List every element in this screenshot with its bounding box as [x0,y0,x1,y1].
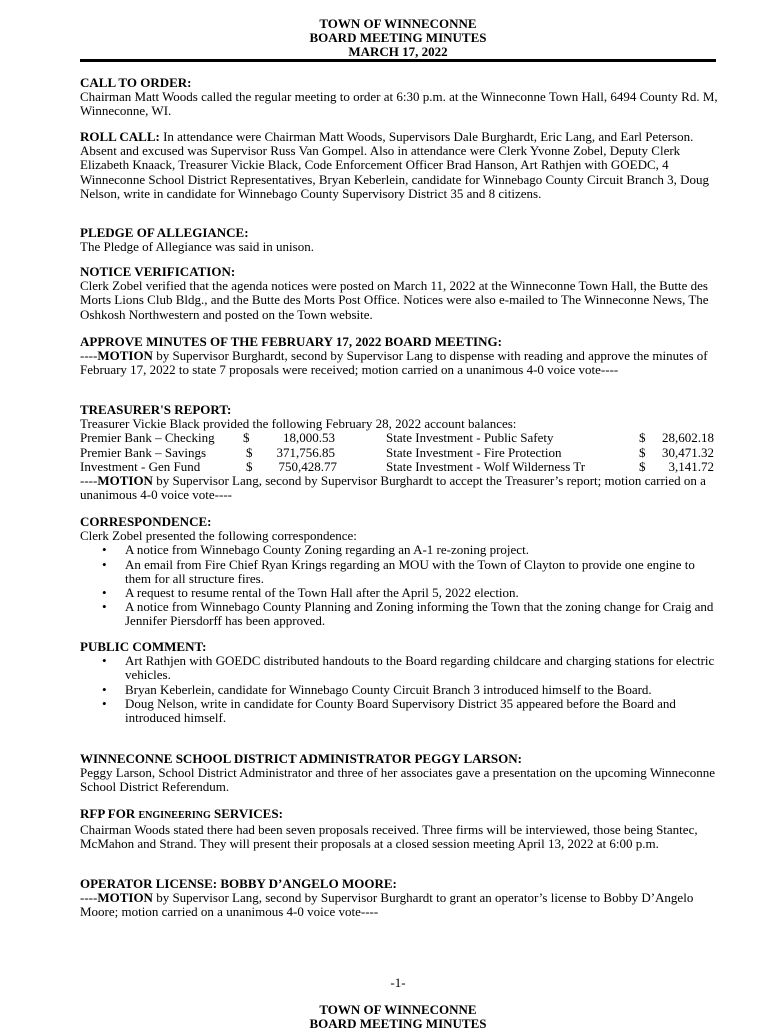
section-correspondence [80,515,720,629]
bullet-icon: • [102,556,107,572]
bullet-icon: • [102,599,107,615]
list-item [80,683,720,697]
section-public-comment [80,640,720,725]
section-pledge [80,226,720,254]
list-item [80,586,720,600]
page-number: -1- [390,975,406,990]
account-amount: 371,756.85 [276,444,335,460]
account-amount: 18,000.53 [283,430,335,446]
text-school-district: Peggy Larson, School District Administrator and three of her associates gave a presentation on the upcoming Winneconne School District Referendum. [80,765,715,795]
account-label-2: State Investment - Fire Protection [386,444,562,460]
section-approve-minutes [80,335,720,378]
list-item-text: An email from Fire Chief Ryan Krings regarding an MOU with the Town of Clayton to provide one engine to them for all structure fires. [125,556,695,586]
text-pledge: The Pledge of Allegiance was said in unison. [80,239,314,255]
motion-label: MOTION [97,890,153,906]
motion-treasurer [80,474,720,502]
account-label: Investment - Gen Fund [80,458,201,474]
bullet-icon: • [102,542,107,558]
header-rule [80,59,716,62]
list-item [80,600,720,628]
motion-text: by Supervisor Lang, second by Supervisor Burghardt to grant an operator’s license to Bobby D’Angelo Moore; motion carried on a unanimous 4-0 voice vote---- [80,890,694,920]
section-rfp [80,807,720,852]
list-item-text: Doug Nelson, write in candidate for County Board Supervisory District 35 appeared before the Board and introduced himself. [125,695,676,726]
list-item-text: Art Rathjen with GOEDC distributed handouts to the Board regarding childcare and charging stations for electric vehicles. [125,653,715,683]
section-notice-verification [80,265,720,322]
footer-title-town: TOWN OF WINNECONNE [319,1002,477,1017]
motion-label: MOTION [97,472,153,488]
section-operator-license [80,877,720,920]
heading-roll-call: ROLL CALL: [80,129,160,144]
heading-rfp-b: ENGINEERING [138,810,211,821]
heading-school-district: WINNECONNE SCHOOL DISTRICT ADMINISTRATOR PEGGY LARSON: [80,751,522,766]
motion-prefix: ---- [80,348,98,364]
section-roll-call [80,130,720,201]
text-notice-verification: Clerk Zobel verified that the agenda notices were posted on March 11, 2022 at the Winneconne Town Hall, the Butte des Morts Lions Club Bldg., and the Butte des Morts Post Office. Notices were also e-mailed to The Winneconne News, The Oshkosh Northwestern and posted on the Town website. [80,278,709,322]
account-amount-2: 28,602.18 [662,430,714,446]
heading-operator-license: OPERATOR LICENSE: BOBBY D’ANGELO MOORE: [80,876,397,891]
currency-symbol: $ [246,444,253,460]
heading-notice-verification: NOTICE VERIFICATION: [80,264,236,279]
text-roll-call: In attendance were Chairman Matt Woods, Supervisors Dale Burghardt, Eric Lang, and Earl Peterson. Absent and excused was Supervisor Russ Van Gompel. Also in attendance were Clerk Yvonne Zobel, Deputy Clerk Elizabeth Knaack, Treasurer Vickie Black, Code Enforcement Officer Brad Hanson, Art Rathjen with GOEDC, 4 Winneconne School District Representatives, Bryan Keberlein, candidate for Winnebago County Circuit Branch 3, Doug Nelson, write in candidate for Winnebago County Supervisory District 35 and 8 citizens. [80,129,710,201]
bullet-icon: • [102,585,107,601]
section-call-to-order [80,76,720,119]
motion-text: by Supervisor Lang, second by Supervisor Burghardt to accept the Treasurer’s report; motion carried on a unanimous 4-0 voice vote---- [80,472,706,503]
account-label: Premier Bank – Savings [80,444,207,460]
list-item [80,558,720,586]
account-amount: 750,428.77 [278,458,337,474]
account-label-2: State Investment - Wolf Wilderness Tr [386,459,586,474]
title-minutes: BOARD MEETING MINUTES [309,30,487,45]
list-item [80,697,720,725]
section-treasurer-report [80,403,720,502]
currency-symbol: $ [246,458,253,474]
list-item [80,654,720,682]
motion-prefix: ---- [80,472,98,488]
paragraph-roll-call [80,130,720,201]
list-item-text: A notice from Winnebago County Zoning regarding an A-1 re-zoning project. [125,542,529,558]
heading-public-comment: PUBLIC COMMENT: [80,639,207,654]
heading-approve-minutes: APPROVE MINUTES OF THE FEBRUARY 17, 2022 BOARD MEETING: [80,334,502,349]
section-school-district [80,752,720,795]
balance-row [80,460,720,474]
balance-row [80,446,720,460]
currency-symbol-2: $ [639,458,646,474]
heading-treasurer-report: TREASURER'S REPORT: [80,402,232,417]
text-treasurer-intro: Treasurer Vickie Black provided the following February 28, 2022 account balances: [80,416,517,432]
currency-symbol: $ [243,430,250,446]
heading-rfp-c: SERVICES: [210,806,283,821]
list-item-text: A notice from Winnebago County Planning and Zoning informing the Town that the zoning change for Craig and Jennifer Piersdorff has been approved. [125,599,714,629]
heading-rfp [80,807,720,823]
title-date: MARCH 17, 2022 [348,44,448,59]
text-correspondence-intro: Clerk Zobel presented the following correspondence: [80,528,357,544]
account-label-2: State Investment - Public Safety [386,430,554,446]
motion-approve-minutes [80,349,720,377]
heading-correspondence: CORRESPONDENCE: [80,514,212,529]
motion-text: by Supervisor Burghardt, second by Supervisor Lang to dispense with reading and approve the minutes of February 17, 2022 to state 7 proposals were received; motion carried on a unanimous 4-0 voice vote---- [80,348,708,378]
account-amount-2: 3,141.72 [668,458,714,474]
account-amount-2: 30,471.32 [662,444,714,460]
footer-title-minutes: BOARD MEETING MINUTES [309,1016,487,1031]
motion-operator-license [80,891,720,919]
bullet-icon: • [102,653,107,669]
text-call-to-order: Chairman Matt Woods called the regular meeting to order at 6:30 p.m. at the Winneconne Town Hall, 6494 County Rd. M, Winneconne, WI. [80,89,718,119]
title-town: TOWN OF WINNECONNE [319,16,477,31]
heading-rfp-a: RFP FOR [80,806,139,821]
list-item-text: A request to resume rental of the Town Hall after the April 5, 2022 election. [125,585,519,601]
account-label: Premier Bank – Checking [80,430,215,446]
heading-call-to-order: CALL TO ORDER: [80,75,192,90]
bullet-icon: • [102,695,107,711]
currency-symbol-2: $ [639,444,646,460]
motion-prefix: ---- [80,890,98,906]
public-comment-list [80,654,720,725]
balance-row [80,431,720,445]
list-item-text: Bryan Keberlein, candidate for Winnebago County Circuit Branch 3 introduced himself to the Board. [125,681,652,697]
bullet-icon: • [102,681,107,697]
text-rfp: Chairman Woods stated there had been seven proposals received. Three firms will be interviewed, those being Stantec, McMahon and Strand. They will present their proposals at a closed session meeting April 13, 2022 at 6:00 p.m. [80,822,698,852]
heading-pledge: PLEDGE OF ALLEGIANCE: [80,225,249,240]
correspondence-list [80,543,720,628]
currency-symbol-2: $ [639,430,646,446]
motion-label: MOTION [97,348,153,364]
list-item [80,543,720,557]
